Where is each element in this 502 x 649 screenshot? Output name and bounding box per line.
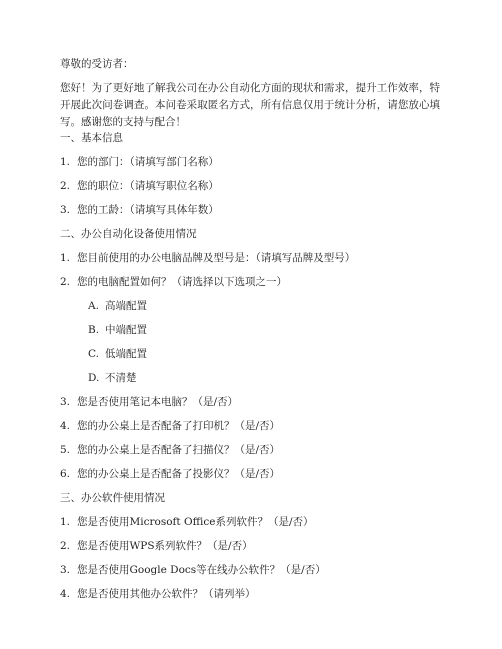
question-number: 3. — [60, 204, 71, 216]
option-letter: C. — [88, 348, 99, 360]
option-letter: A. — [88, 300, 99, 312]
question-number: 2. — [60, 180, 71, 192]
question-number: 1. — [60, 156, 71, 168]
question-text: 您的办公桌上是否配备了扫描仪？（是/否） — [77, 444, 281, 456]
section-heading-software: 三、办公软件使用情况 — [60, 492, 165, 504]
question-text: 您是否使用其他办公软件？（请列举） — [77, 588, 256, 600]
question-item — [60, 443, 280, 457]
question-text: 您的职位：（请填写职位名称） — [77, 180, 219, 192]
option-text: 不清楚 — [105, 372, 137, 384]
question-text: 您是否使用WPS系列软件？（是/否） — [77, 540, 253, 552]
question-number: 4. — [60, 588, 71, 600]
question-text: 您的工龄：（请填写具体年数） — [77, 204, 219, 216]
question-text: 您是否使用Microsoft Office系列软件？（是/否） — [77, 516, 314, 528]
question-text: 您的电脑配置如何？（请选择以下选项之一） — [77, 276, 287, 288]
option-letter: D. — [88, 372, 100, 384]
option-item — [88, 323, 147, 337]
option-item — [88, 371, 137, 385]
question-text: 您的办公桌上是否配备了投影仪？（是/否） — [77, 468, 281, 480]
question-number: 2. — [60, 540, 71, 552]
question-item — [60, 467, 280, 481]
question-number: 6. — [60, 468, 71, 480]
question-item — [60, 155, 219, 169]
question-number: 2. — [60, 276, 71, 288]
greeting: 尊敬的受访者： — [60, 58, 134, 70]
option-letter: B. — [88, 324, 100, 336]
option-text: 中端配置 — [105, 324, 147, 336]
section-heading-equipment: 二、办公自动化设备使用情况 — [60, 228, 197, 240]
question-item — [60, 563, 326, 577]
question-item — [60, 539, 253, 553]
question-text: 您的部门：（请填写部门名称） — [77, 156, 219, 168]
question-number: 1. — [60, 252, 71, 264]
option-text: 低端配置 — [105, 348, 147, 360]
intro-paragraph: 您好！为了更好地了解我公司在办公自动化方面的现状和需求，提升工作效率，特开展此次问卷调查。本问卷采取匿名方式，所有信息仅用于统计分析，请您放心填写。感谢您的支持与配合！ — [60, 82, 440, 128]
question-text: 您目前使用的办公电脑品牌及型号是：（请填写品牌及型号） — [77, 252, 356, 264]
question-item — [60, 179, 219, 193]
question-item — [60, 395, 238, 409]
option-item — [88, 299, 147, 313]
question-number: 5. — [60, 444, 71, 456]
question-text: 您是否使用Google Docs等在线办公软件？（是/否） — [77, 564, 326, 576]
option-text: 高端配置 — [105, 300, 147, 312]
question-number: 4. — [60, 420, 71, 432]
question-item — [60, 515, 314, 529]
question-item — [60, 419, 280, 433]
question-item — [60, 203, 219, 217]
question-number: 3. — [60, 564, 71, 576]
option-item — [88, 347, 147, 361]
section-heading-basic-info: 一、基本信息 — [60, 132, 123, 144]
question-text: 您的办公桌上是否配备了打印机？（是/否） — [77, 420, 281, 432]
question-text: 您是否使用笔记本电脑？（是/否） — [77, 396, 239, 408]
question-item — [60, 251, 355, 265]
question-number: 3. — [60, 396, 71, 408]
question-item — [60, 275, 287, 289]
question-number: 1. — [60, 516, 71, 528]
question-item — [60, 587, 256, 601]
